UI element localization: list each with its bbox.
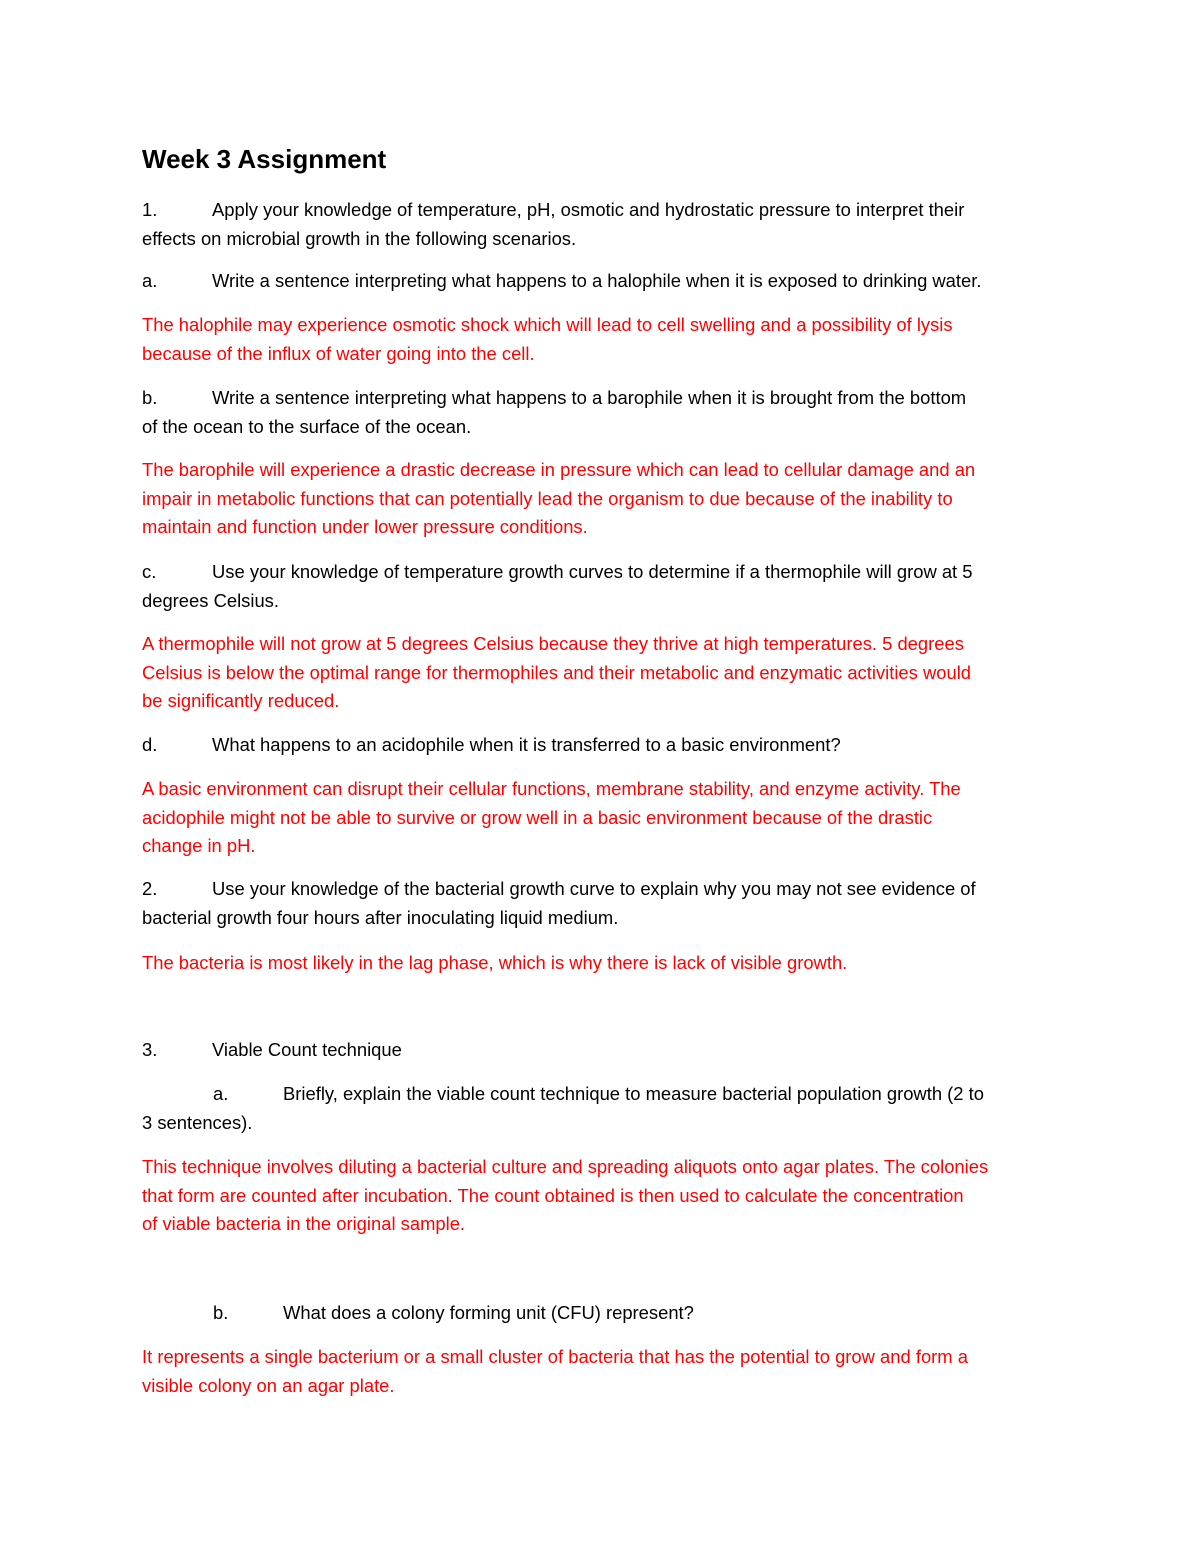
answer-line: be significantly reduced. bbox=[142, 690, 340, 711]
question-text-line-2: 3 sentences). bbox=[142, 1111, 253, 1133]
question-1c bbox=[142, 558, 1062, 615]
question-label: c. bbox=[142, 561, 157, 582]
answer-line: A thermophile will not grow at 5 degrees Celsius because they thrive at high temperatures. 5 degrees bbox=[142, 633, 964, 654]
answer-line: The bacteria is most likely in the lag phase, which is why there is lack of visible growth. bbox=[142, 952, 848, 973]
answer-1a bbox=[142, 311, 1062, 368]
question-text-line-2: degrees Celsius. bbox=[142, 589, 279, 611]
answer-1d bbox=[142, 775, 1062, 861]
answer-line: acidophile might not be able to survive or grow well in a basic environment because of the drastic bbox=[142, 806, 933, 828]
answer-line: maintain and function under lower pressure conditions. bbox=[142, 516, 588, 537]
answer-line: that form are counted after incubation. The count obtained is then used to calculate the concentration bbox=[142, 1184, 964, 1206]
answer-line: visible colony on an agar plate. bbox=[142, 1374, 395, 1396]
question-number: 3. bbox=[142, 1039, 158, 1060]
answer-3b bbox=[142, 1343, 1062, 1400]
question-1b bbox=[142, 384, 1062, 441]
answer-line: because of the influx of water going into the cell. bbox=[142, 342, 535, 364]
answer-line: impair in metabolic functions that can potentially lead the organism to due because of the inability to bbox=[142, 487, 953, 509]
question-1-line-2: effects on microbial growth in the following scenarios. bbox=[142, 227, 577, 249]
question-label: b. bbox=[142, 387, 158, 408]
question-text: Use your knowledge of the bacterial growth curve to explain why you may not see evidence of bbox=[212, 878, 976, 899]
answer-line: of viable bacteria in the original sample. bbox=[142, 1213, 466, 1234]
question-label: a. bbox=[142, 270, 158, 291]
question-text: Viable Count technique bbox=[212, 1039, 402, 1060]
question-text-line-2: bacterial growth four hours after inoculating liquid medium. bbox=[142, 906, 619, 928]
question-text-line-2: of the ocean to the surface of the ocean. bbox=[142, 415, 472, 437]
page-title: Week 3 Assignment bbox=[142, 144, 387, 174]
question-3b bbox=[142, 1299, 1062, 1328]
question-1-line-1 bbox=[142, 196, 1062, 225]
question-1a bbox=[142, 267, 1062, 296]
question-2 bbox=[142, 875, 1062, 932]
question-text: Use your knowledge of temperature growth curves to determine if a thermophile will grow at 5 bbox=[212, 561, 973, 582]
answer-line: A basic environment can disrupt their cellular functions, membrane stability, and enzyme activity. The bbox=[142, 778, 961, 799]
question-text: Write a sentence interpreting what happens to a halophile when it is exposed to drinking water. bbox=[212, 270, 982, 291]
question-text: Apply your knowledge of temperature, pH, osmotic and hydrostatic pressure to interpret their bbox=[212, 199, 965, 220]
answer-line: The halophile may experience osmotic shock which will lead to cell swelling and a possibility of lysis bbox=[142, 314, 953, 335]
question-text: What happens to an acidophile when it is transferred to a basic environment? bbox=[212, 734, 841, 755]
question-text: Write a sentence interpreting what happens to a barophile when it is brought from the bottom bbox=[212, 387, 967, 408]
question-3a bbox=[142, 1080, 1062, 1137]
answer-line: change in pH. bbox=[142, 835, 256, 856]
answer-2 bbox=[142, 949, 1062, 978]
question-text: Briefly, explain the viable count technique to measure bacterial population growth (2 to bbox=[283, 1083, 984, 1104]
question-number: 1. bbox=[142, 199, 158, 220]
question-1 bbox=[142, 196, 1062, 253]
answer-line: This technique involves diluting a bacterial culture and spreading aliquots onto agar plates. The colonies bbox=[142, 1156, 989, 1177]
answer-1c bbox=[142, 630, 1062, 716]
question-3 bbox=[142, 1036, 1062, 1065]
answer-1b bbox=[142, 456, 1062, 542]
question-label: d. bbox=[142, 734, 158, 755]
question-1d bbox=[142, 731, 1062, 760]
answer-3a bbox=[142, 1153, 1062, 1239]
question-label: a. bbox=[213, 1083, 229, 1104]
answer-line: The barophile will experience a drastic decrease in pressure which can lead to cellular damage and an bbox=[142, 459, 976, 480]
question-text: What does a colony forming unit (CFU) represent? bbox=[283, 1302, 694, 1323]
answer-line: It represents a single bacterium or a small cluster of bacteria that has the potential to grow and form a bbox=[142, 1346, 968, 1367]
answer-line: Celsius is below the optimal range for thermophiles and their metabolic and enzymatic activities would bbox=[142, 661, 972, 683]
question-number: 2. bbox=[142, 878, 158, 899]
question-label: b. bbox=[213, 1302, 229, 1323]
